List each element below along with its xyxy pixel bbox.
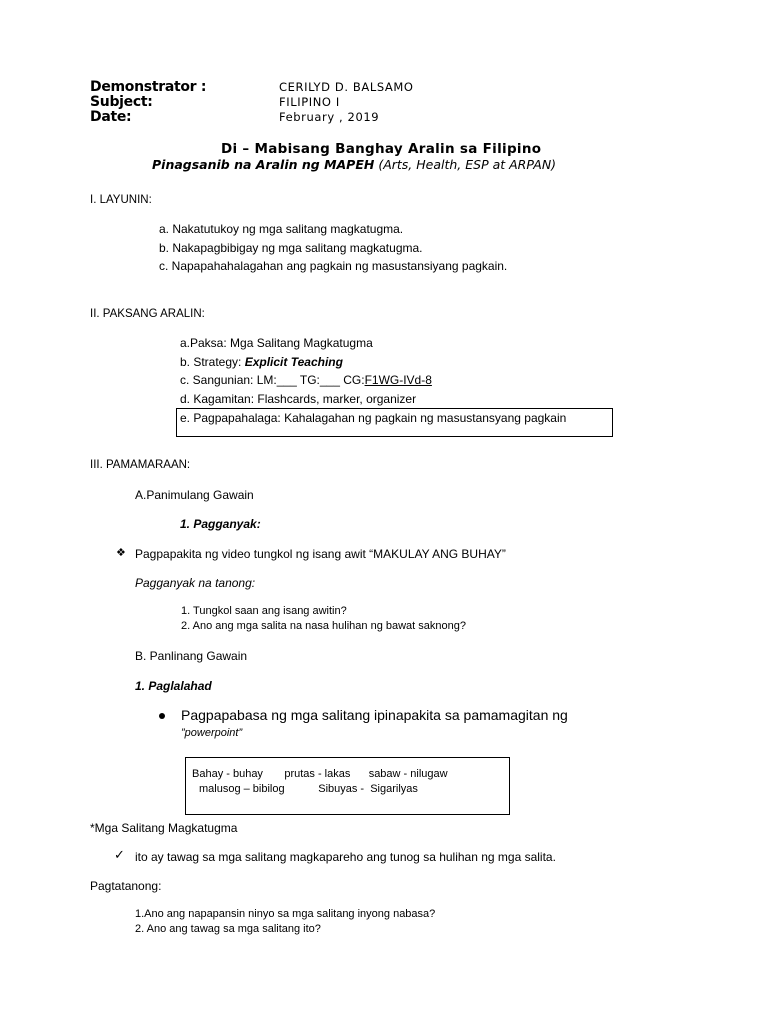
paksa-line: a.Paksa: Mga Salitang Magkatugma xyxy=(180,336,373,350)
strategy-value: Explicit Teaching xyxy=(244,355,343,369)
powerpoint-text: ”powerpoint” xyxy=(181,727,243,739)
pagtatanong-label: Pagtatanong: xyxy=(90,879,162,893)
subtitle-subjects: (Arts, Health, ESP at ARPAN) xyxy=(374,157,557,172)
magkatugma-heading: *Mga Salitang Magkatugma xyxy=(90,821,238,835)
question-2: 2. Ano ang tawag sa mga salitang ito? xyxy=(135,923,321,935)
demonstrator-value: CERILYD D. BALSAMO xyxy=(279,80,414,94)
subject-value: FILIPINO I xyxy=(279,95,340,109)
check-icon: ✓ xyxy=(114,848,125,863)
paksang-aralin-heading: II. PAKSANG ARALIN: xyxy=(90,308,205,320)
layunin-item-c: c. Napapahahalagahan ang pagkain ng masustansiyang pagkain. xyxy=(159,259,508,273)
word-pairs-row-2: malusog – bibilog Sibuyas - Sigarilyas xyxy=(199,783,418,795)
subtitle-main: Pinagsanib na Aralin ng MAPEH xyxy=(152,157,375,172)
paglalahad-heading: 1. Paglalahad xyxy=(135,679,212,693)
layunin-heading: I. LAYUNIN: xyxy=(90,194,152,206)
pagpapahalaga-line: e. Pagpapahalaga: Kahalagahan ng pagkain ng masustansyang pagkain xyxy=(180,411,567,425)
video-description: Pagpapakita ng video tungkol ng isang awit “MAKULAY ANG BUHAY” xyxy=(135,547,506,561)
kagamitan-line: d. Kagamitan: Flashcards, marker, organizer xyxy=(180,392,417,406)
tanong-item-1: 1. Tungkol saan ang isang awitin? xyxy=(181,605,347,617)
layunin-item-a: a. Nakatutukoy ng mga salitang magkatugma. xyxy=(159,222,404,236)
panlinang-gawain: B. Panlinang Gawain xyxy=(135,649,248,663)
definition-text: ito ay tawag sa mga salitang magkapareho ang tunog sa hulihan ng mga salita. xyxy=(135,850,556,864)
pamamaraan-heading: III. PAMAMARAAN: xyxy=(90,459,191,471)
date-label: Date: xyxy=(90,109,132,125)
round-bullet-icon xyxy=(159,713,165,719)
word-pairs-row-1: Bahay - buhay prutas - lakas sabaw - nilugaw xyxy=(192,768,448,780)
pagganyak-tanong-label: Pagganyak na tanong: xyxy=(135,576,256,590)
diamond-bullet-icon: ❖ xyxy=(116,546,126,559)
panimulang-gawain: A.Panimulang Gawain xyxy=(135,488,254,502)
date-value: February , 2019 xyxy=(279,110,380,124)
question-1: 1.Ano ang napapansin ninyo sa mga salitang inyong nabasa? xyxy=(135,908,436,920)
strategy-line xyxy=(180,355,343,369)
tanong-item-2: 2. Ano ang mga salita na nasa hulihan ng bawat saknong? xyxy=(181,620,466,632)
layunin-item-b: b. Nakapagbibigay ng mga salitang magkatugma. xyxy=(159,241,423,255)
curriculum-code: F1WG-IVd-8 xyxy=(364,373,432,387)
pagganyak-heading: 1. Pagganyak: xyxy=(180,517,261,531)
document-title: Di – Mabisang Banghay Aralin sa Filipino xyxy=(221,141,542,157)
subject-label: Subject: xyxy=(90,94,153,110)
demonstrator-label: Demonstrator : xyxy=(90,79,207,95)
pagpapabasa-text: Pagpapabasa ng mga salitang ipinapakita sa pamamagitan ng xyxy=(181,707,568,723)
sangunian-label: c. Sangunian: LM:___ TG:___ CG: xyxy=(180,373,365,387)
strategy-label: b. Strategy: xyxy=(180,355,245,369)
document-subtitle xyxy=(152,157,556,172)
sangunian-line xyxy=(180,373,432,387)
